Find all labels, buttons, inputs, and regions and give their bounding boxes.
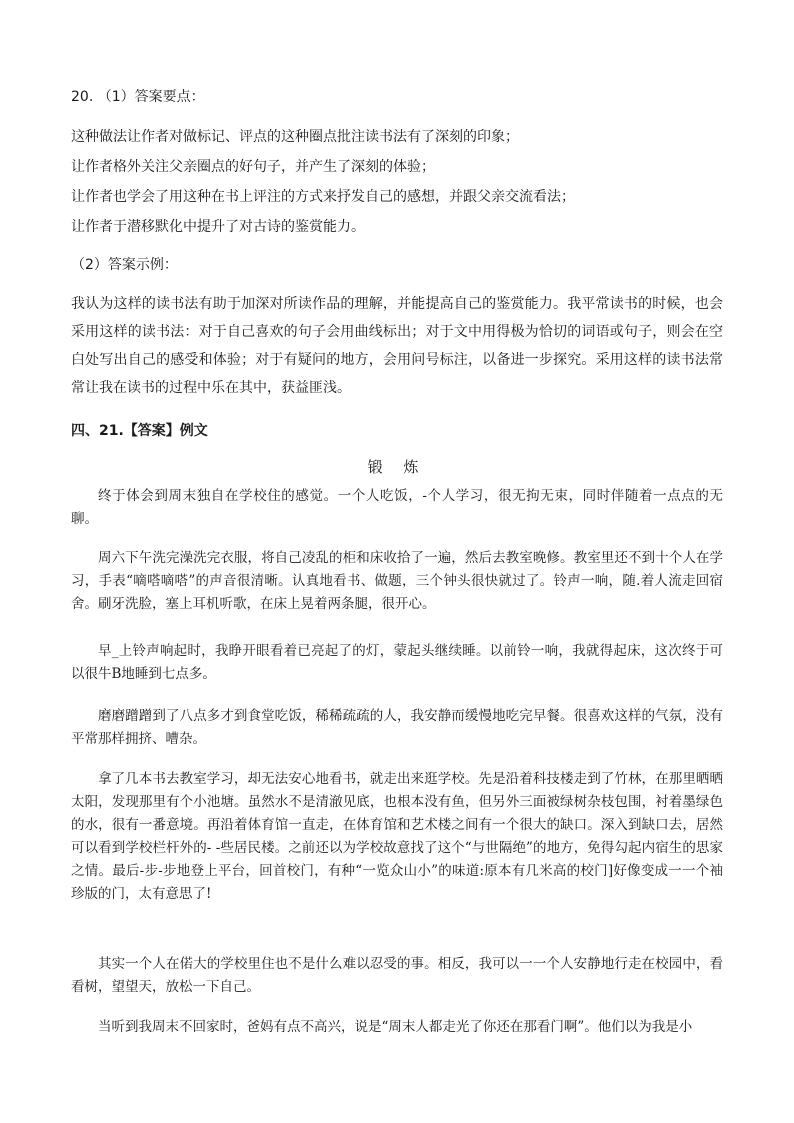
q20-heading: 20. （1）答案要点：	[71, 89, 205, 105]
essay-paragraph-2: 周六下午洗完澡洗完衣服，将自己凌乱的柜和床收拾了一遍，然后去教室晚修。教室里还不到十个人在学习，手表“嘀嗒嘀嗒”的声音很清晰。认真地看书、做题，三个钟头很快就过了。铃声一响，随.着人流走回宿舍。刷牙洗脸，塞上耳机听歌，在床上晃着两条腿，很开心。	[71, 550, 723, 612]
q20-2-heading: （2）答案示例：	[71, 257, 178, 273]
essay-paragraph-4: 磨磨蹭蹭到了八点多才到食堂吃饭，稀稀疏疏的人，我安静而缓慢地吃完早餐。很喜欢这样的气氛，没有平常那样拥挤、嘈杂。	[71, 708, 723, 747]
essay-paragraph-1: 终于体会到周末独自在学校住的感觉。一个人吃饭，-个人学习，很无拘无束，同时伴随着一点点的无聊。	[71, 488, 723, 527]
q20-point-3: 让作者也学会了用这种在书上评注的方式来抒发自己的感想，并跟父亲交流看法；	[71, 189, 575, 205]
essay-paragraph-6: 其实一个人在偌大的学校里住也不是什么难以忍受的事。相反，我可以一一个人安静地行走在校园中，看看树，望望天，放松一下自己。	[71, 956, 723, 995]
q20-point-4: 让作者于潜移默化中提升了对古诗的鉴赏能力。	[71, 219, 365, 235]
q20-point-2: 让作者格外关注父亲圈点的好句子，并产生了深刻的体验；	[71, 159, 435, 175]
section4-heading: 四、21.【答案】例文	[71, 423, 208, 439]
essay-paragraph-5: 拿了几本书去教室学习，却无法安心地看书，就走出来逛学校。先是沿着科技楼走到了竹林，在那里晒晒太阳，发现那里有个小池塘。虽然水不是清澈见底，也根本没有鱼，但另外三面被绿树杂枝包围，衬着墨绿色的水，很有一番意境。再沿着体育馆一直走，在体育馆和艺术楼之间有一个很大的缺口。深入到缺口去，居然可以看到学校栏杆外的- -些居民楼。之前还以为学校故意找了这个“与世隔绝”的地方，免得勾起内宿生的思家之情。最后-步-步地登上平台，回首校门，有种“一览众山小”的味道:原本有几米高的校门]好像变成一一个袖珍版的门，太有意思了!	[71, 771, 723, 902]
q20-2-answer: 我认为这样的读书法有助于加深对所读作品的理解，并能提高自己的鉴赏能力。我平常读书的时候，也会采用这样的读书法：对于自己喜欢的句子会用曲线标出；对于文中用得极为恰切的词语或句子，则会在空白处写出自己的感受和体验；对于有疑问的地方，会用问号标注，以备进一步探究。采用这样的读书法常常让我在读书的过程中乐在其中，获益匪浅。	[71, 296, 723, 396]
q20-point-1: 这种做法让作者对做标记、评点的这种圈点批注读书法有了深刻的印象；	[71, 129, 519, 145]
essay-paragraph-7: 当听到我周末不回家时，爸妈有点不高兴，说是“周末人都走光了你还在那看门啊”。他们以为我是小	[98, 1019, 693, 1035]
essay-paragraph-3: 早_上铃声响起时，我睁开眼看着已亮起了的灯，蒙起头继续睡。以前铃一响，我就得起床，这次终于可以很牛B地睡到七点多。	[71, 643, 723, 682]
essay-title: 锻 炼	[367, 458, 427, 476]
